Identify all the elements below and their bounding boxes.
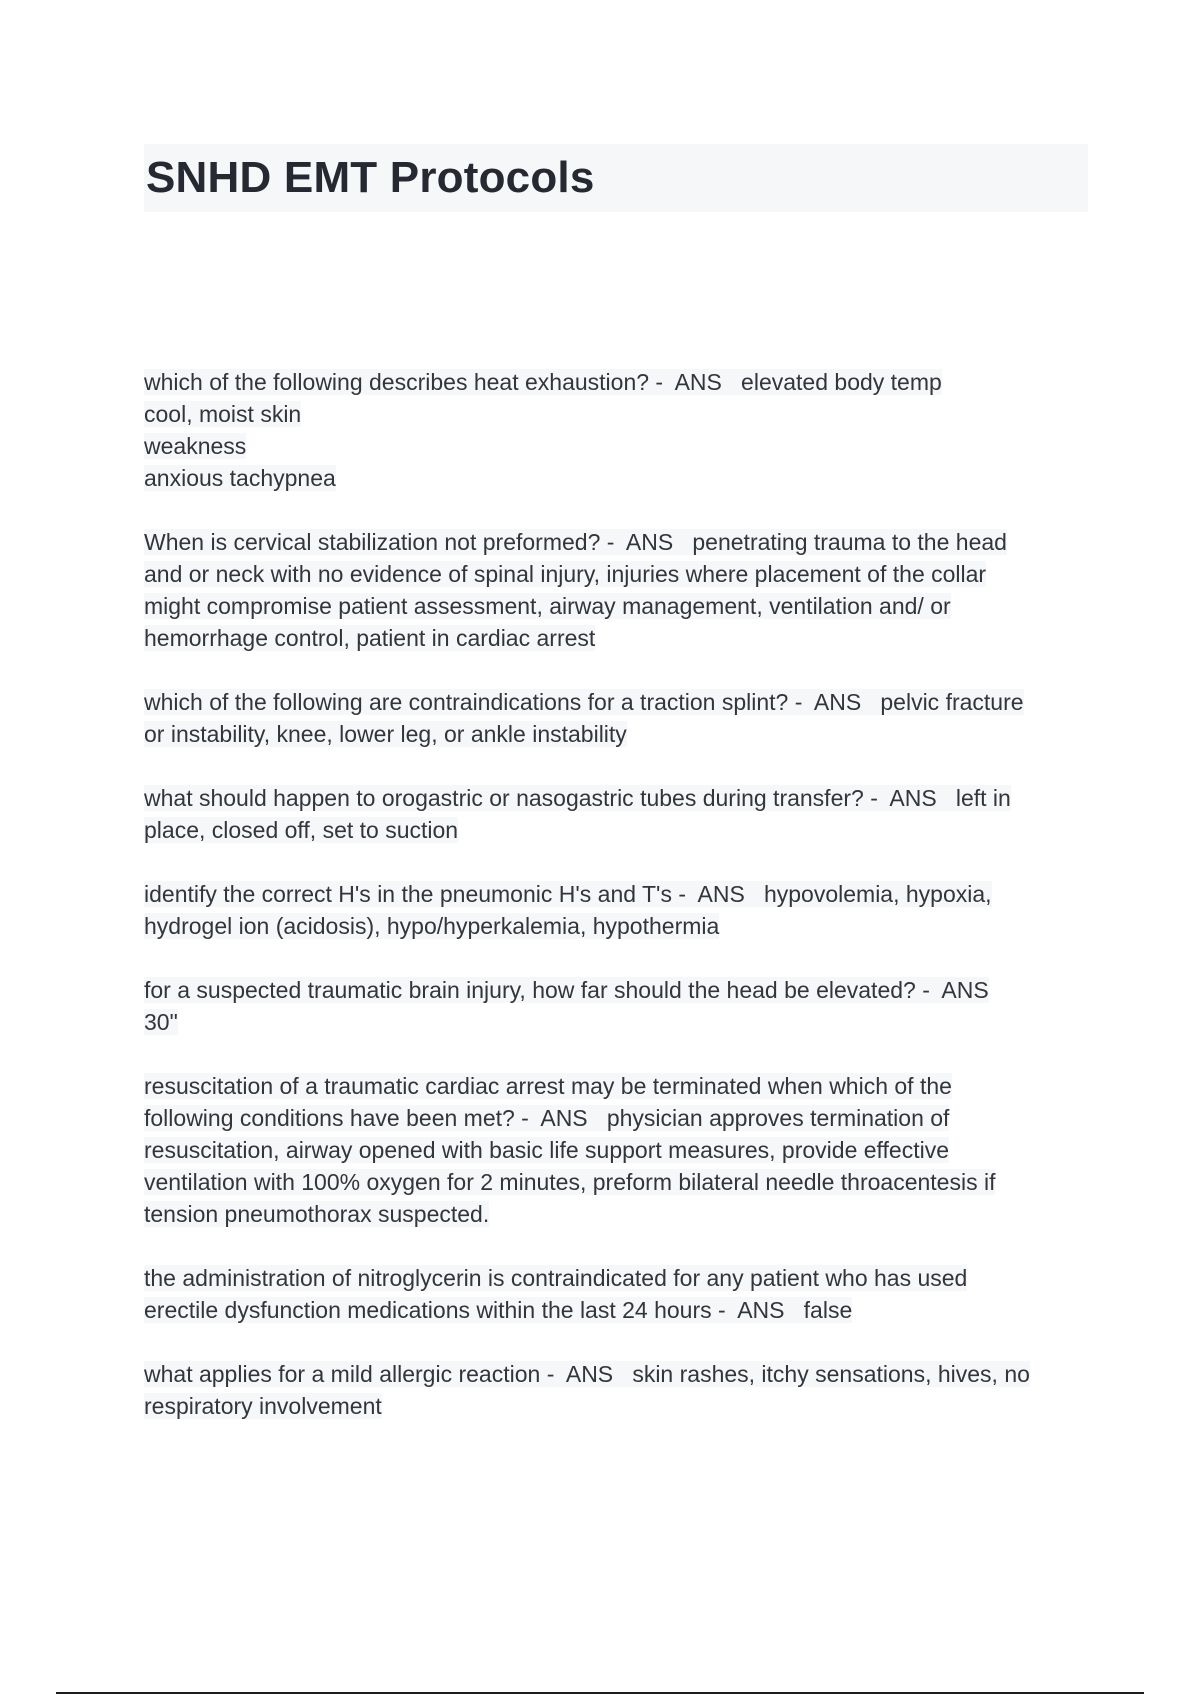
qa-item	[144, 878, 1088, 942]
qa-text-line: tension pneumothorax suspected.	[144, 1201, 490, 1227]
qa-text-line: hemorrhage control, patient in cardiac arrest	[144, 625, 596, 651]
qa-text-line: ventilation with 100% oxygen for 2 minutes, preform bilateral needle throacentesis if	[144, 1169, 996, 1195]
qa-text-line: resuscitation, airway opened with basic life support measures, provide effective	[144, 1137, 949, 1163]
qa-text-line: anxious tachypnea	[144, 465, 336, 491]
document-title: SNHD EMT Protocols	[146, 153, 595, 202]
qa-text-line: cool, moist skin	[144, 401, 302, 427]
qa-text-line: and or neck with no evidence of spinal injury, injuries where placement of the collar	[144, 561, 987, 587]
qa-item	[144, 366, 1088, 494]
qa-text-line: what applies for a mild allergic reaction - ANS skin rashes, itchy sensations, hives, no	[144, 1361, 1030, 1387]
qa-item	[144, 974, 1088, 1038]
qa-text-line: respiratory involvement	[144, 1393, 382, 1419]
qa-text-line: 30"	[144, 1009, 178, 1035]
qa-item	[144, 782, 1088, 846]
title-block	[144, 144, 1088, 212]
qa-item	[144, 1070, 1088, 1230]
qa-text-line: might compromise patient assessment, airway management, ventilation and/ or	[144, 593, 951, 619]
qa-text-line: what should happen to orogastric or nasogastric tubes during transfer? - ANS left in	[144, 785, 1011, 811]
qa-text-line: place, closed off, set to suction	[144, 817, 459, 843]
qa-text-line: the administration of nitroglycerin is contraindicated for any patient who has used	[144, 1265, 968, 1291]
qa-list	[144, 366, 1088, 1454]
qa-text-line: When is cervical stabilization not preformed? - ANS penetrating trauma to the head	[144, 529, 1007, 555]
qa-text-line: erectile dysfunction medications within the last 24 hours - ANS false	[144, 1297, 853, 1323]
qa-text-line: hydrogel ion (acidosis), hypo/hyperkalemia, hypothermia	[144, 913, 720, 939]
qa-text-line: resuscitation of a traumatic cardiac arrest may be terminated when which of the	[144, 1073, 952, 1099]
qa-text-line: which of the following are contraindications for a traction splint? - ANS pelvic fracture	[144, 689, 1024, 715]
qa-text-line: for a suspected traumatic brain injury, how far should the head be elevated? - ANS	[144, 977, 989, 1003]
qa-text-line: or instability, knee, lower leg, or ankle instability	[144, 721, 627, 747]
qa-text-line: weakness	[144, 433, 247, 459]
qa-item	[144, 1358, 1088, 1422]
qa-item	[144, 526, 1088, 654]
qa-text-line: which of the following describes heat exhaustion? - ANS elevated body temp	[144, 369, 942, 395]
qa-item	[144, 686, 1088, 750]
qa-item	[144, 1262, 1088, 1326]
qa-text-line: following conditions have been met? - ANS physician approves termination of	[144, 1105, 950, 1131]
qa-text-line: identify the correct H's in the pneumonic H's and T's - ANS hypovolemia, hypoxia,	[144, 881, 992, 907]
footer-divider	[56, 1692, 1144, 1694]
